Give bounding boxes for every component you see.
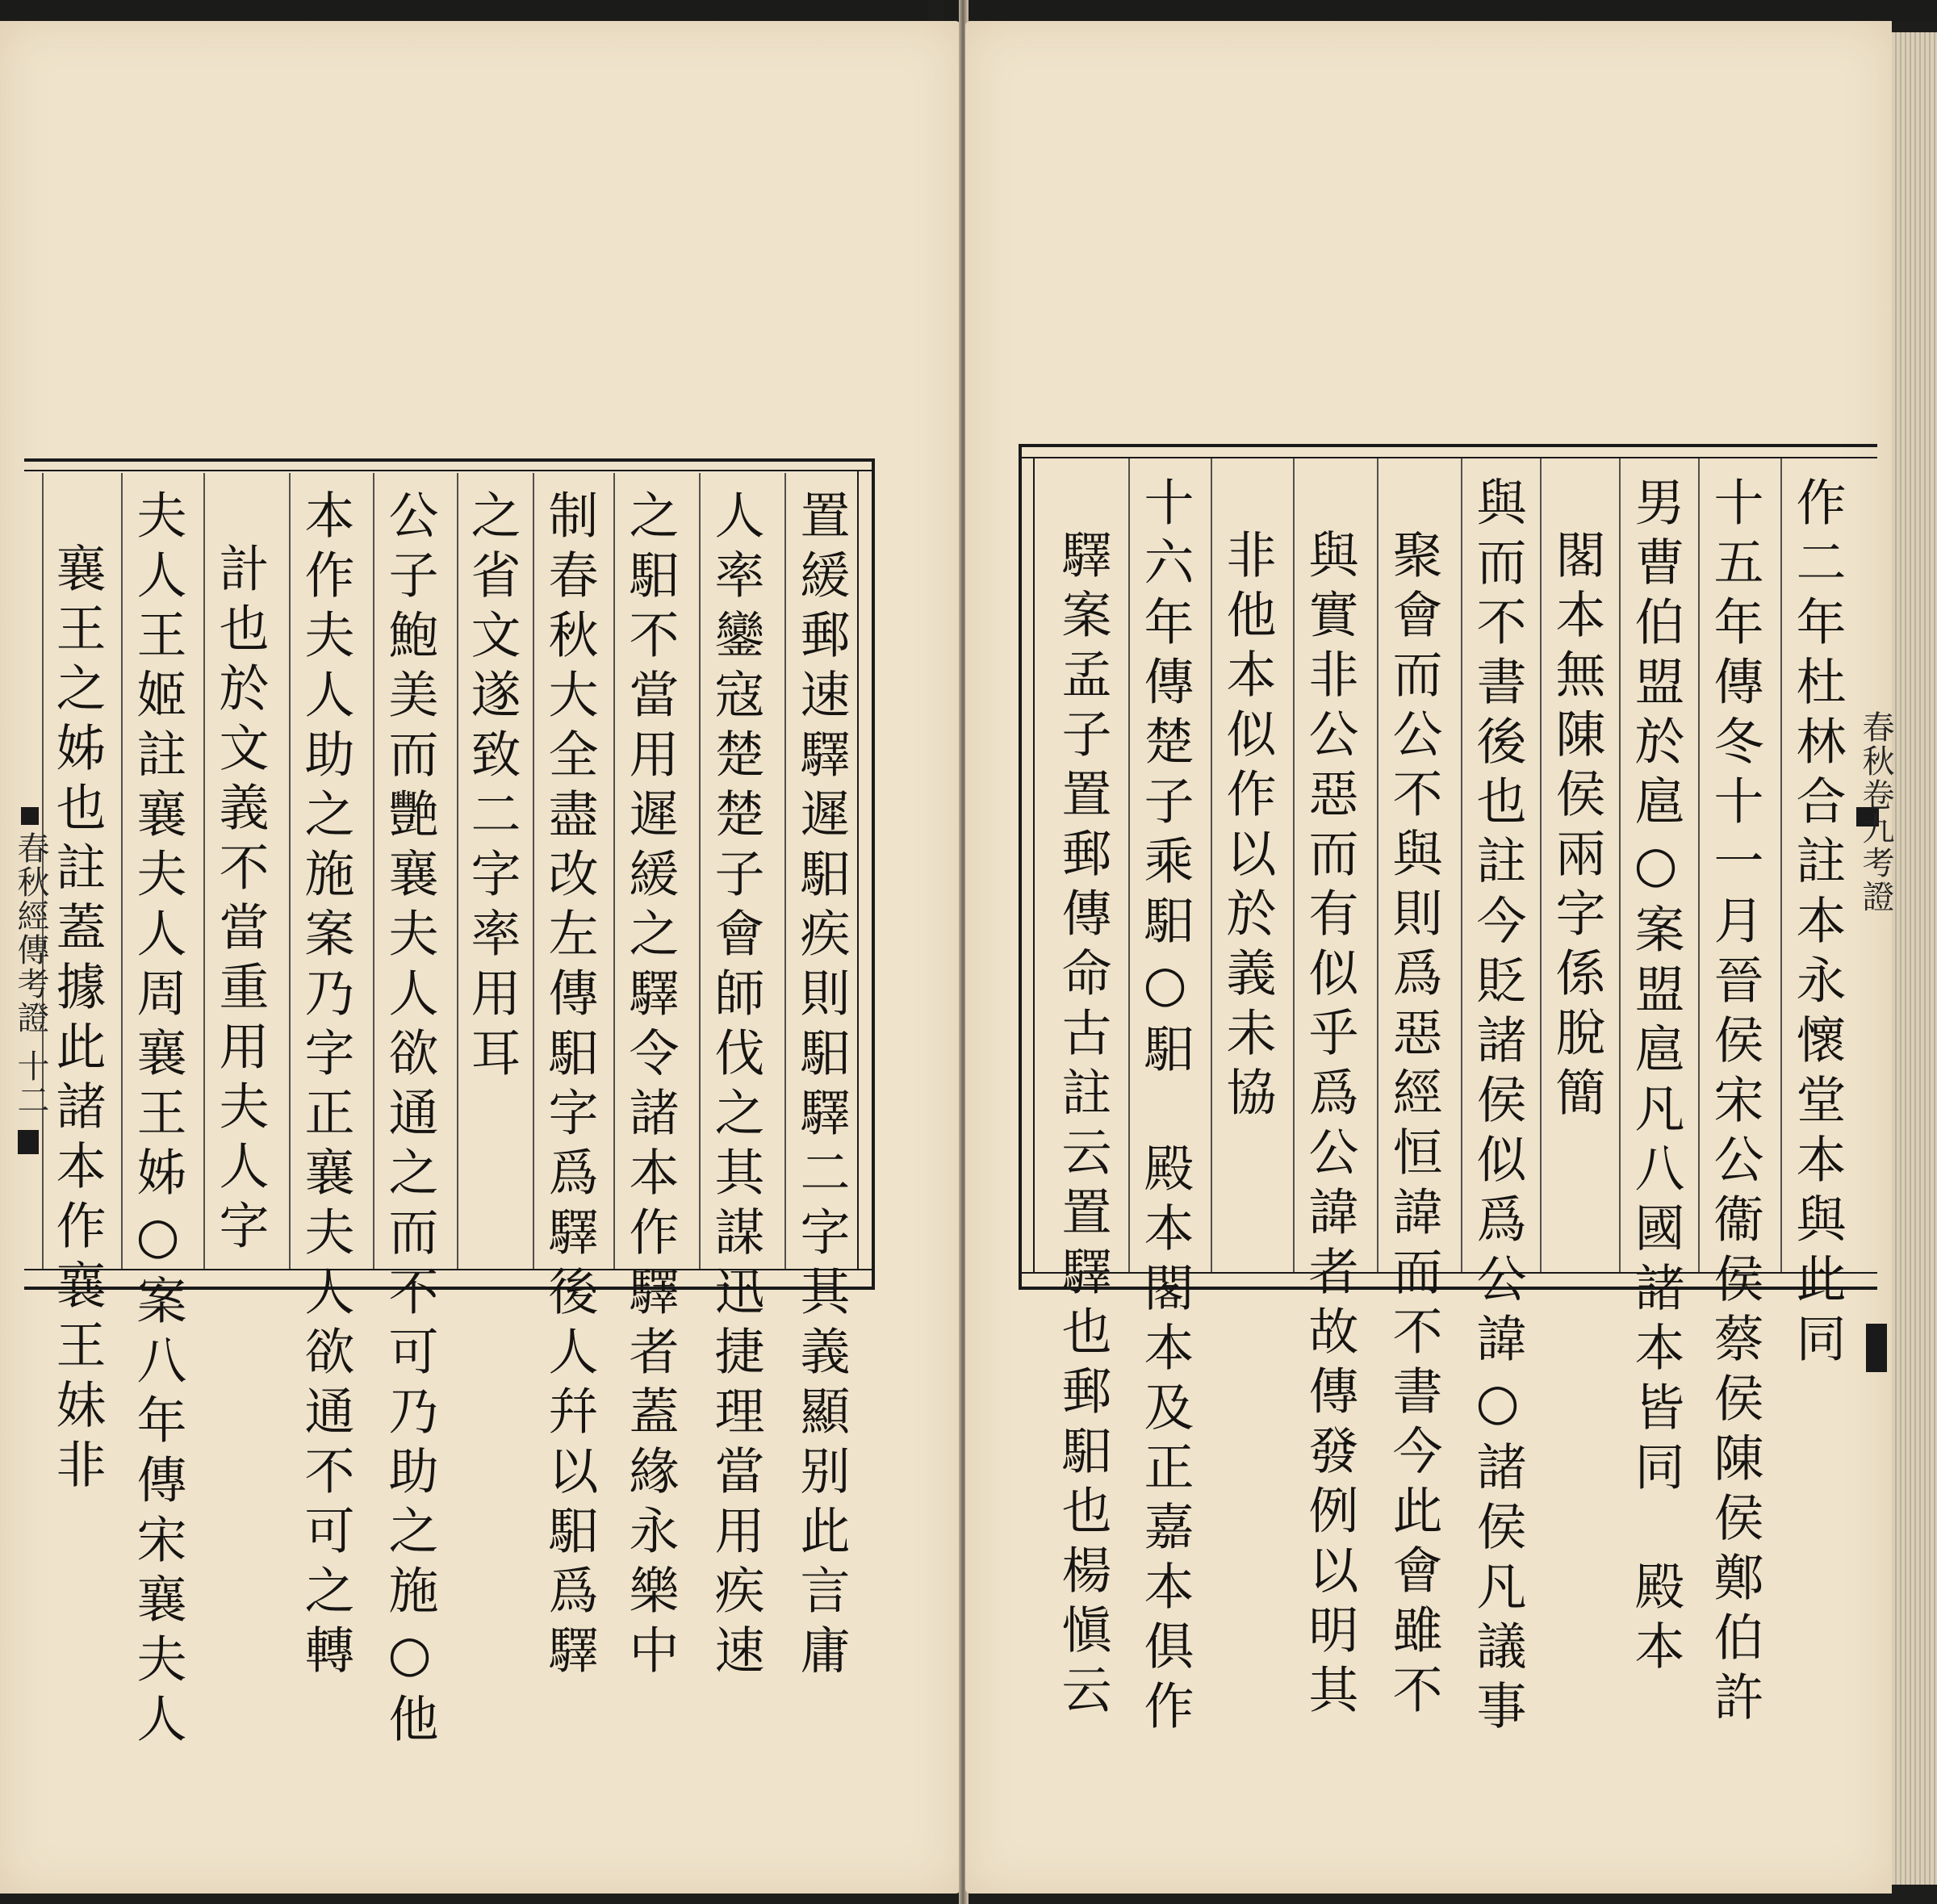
col-rule xyxy=(1377,458,1378,1272)
col-rule xyxy=(1211,458,1212,1272)
col-rule xyxy=(203,473,205,1269)
col-rule xyxy=(1293,458,1295,1272)
text-column: 聚會而公不與則爲惡經恒諱而不書今此會雖不 xyxy=(1384,529,1443,1723)
text-column: 閣本無陳侯兩字係脫簡 xyxy=(1547,529,1606,1126)
text-column: 之馹不當用遲緩之驛令諸本作驛者蓋緣永樂中 xyxy=(621,489,680,1684)
text-column: 十六年傳楚子乘馹○馹 殿本閣本及正嘉本俱作 xyxy=(1136,476,1194,1739)
left-frame-inner-right xyxy=(857,470,859,1270)
text-column: 驛案孟子置郵傳命古註云置驛也郵馹也楊愼云 xyxy=(1053,529,1112,1723)
spine-title: 春秋經傳考證 xyxy=(12,831,49,1035)
col-rule xyxy=(373,473,374,1269)
fishtail-mark xyxy=(21,807,39,825)
spine-page-number: 十二 xyxy=(12,1049,49,1117)
text-column: 與而不書後也註今貶諸侯似爲公諱○諸侯凡議事 xyxy=(1468,476,1527,1739)
text-column: 夫人王姬註襄夫人周襄王姊○案八年傳宋襄夫人 xyxy=(128,489,187,1752)
top-shadow xyxy=(0,0,928,21)
text-column: 襄王之姊也註蓋據此諸本作襄王妹非 xyxy=(48,542,107,1498)
text-column: 計也於文義不當重用夫人字 xyxy=(211,542,270,1259)
fishtail-mark xyxy=(1866,1324,1887,1372)
col-rule xyxy=(613,473,615,1269)
col-rule xyxy=(1780,458,1782,1272)
text-column: 男曹伯盟於扈○案盟扈凡八國諸本皆同 殿本 xyxy=(1626,476,1685,1680)
col-rule xyxy=(533,473,534,1269)
col-rule xyxy=(699,473,701,1269)
text-column: 十五年傳冬十一月晉侯宋公衞侯蔡侯陳侯鄭伯許 xyxy=(1705,476,1764,1730)
col-rule xyxy=(784,473,786,1269)
col-rule xyxy=(1461,458,1462,1272)
text-column: 置緩郵速驛遲馹疾則馹驛二字其義顯别此言庸 xyxy=(792,489,851,1684)
col-rule xyxy=(457,473,458,1269)
col-rule xyxy=(1128,458,1130,1272)
col-rule xyxy=(121,473,123,1269)
text-column: 制春秋大全盡改左傳馹字爲驛後人幷以馹爲驛 xyxy=(540,489,599,1684)
text-column: 非他本似作以於義未協 xyxy=(1218,529,1277,1126)
right-frame-inner-top xyxy=(1019,457,1877,458)
fishtail-mark xyxy=(18,1130,39,1154)
col-rule xyxy=(1698,458,1700,1272)
right-frame-inner-left xyxy=(1033,457,1035,1274)
text-column: 人率鑾寇楚楚子會師伐之其謀迅捷理當用疾速 xyxy=(706,489,765,1684)
text-column: 本作夫人助之施案乃字正襄夫人欲通不可之轉 xyxy=(296,489,355,1684)
text-column: 公子鮑美而艷襄夫人欲通之而不可乃助之施○他 xyxy=(380,489,439,1752)
col-rule xyxy=(1540,458,1542,1272)
text-column: 之省文遂致二字率用耳 xyxy=(462,489,521,1086)
spine-title: 春秋卷九考證 xyxy=(1857,710,1894,914)
text-column: 作二年杜林合註本永懷堂本與此同 xyxy=(1788,476,1847,1372)
col-rule xyxy=(289,473,291,1269)
col-rule xyxy=(1619,458,1621,1272)
left-frame-inner-top xyxy=(24,470,872,471)
text-column: 與實非公惡而有似乎爲公諱者故傳發例以明其 xyxy=(1300,529,1359,1723)
page-edges xyxy=(1892,32,1937,1885)
top-shadow-right xyxy=(944,0,1937,21)
